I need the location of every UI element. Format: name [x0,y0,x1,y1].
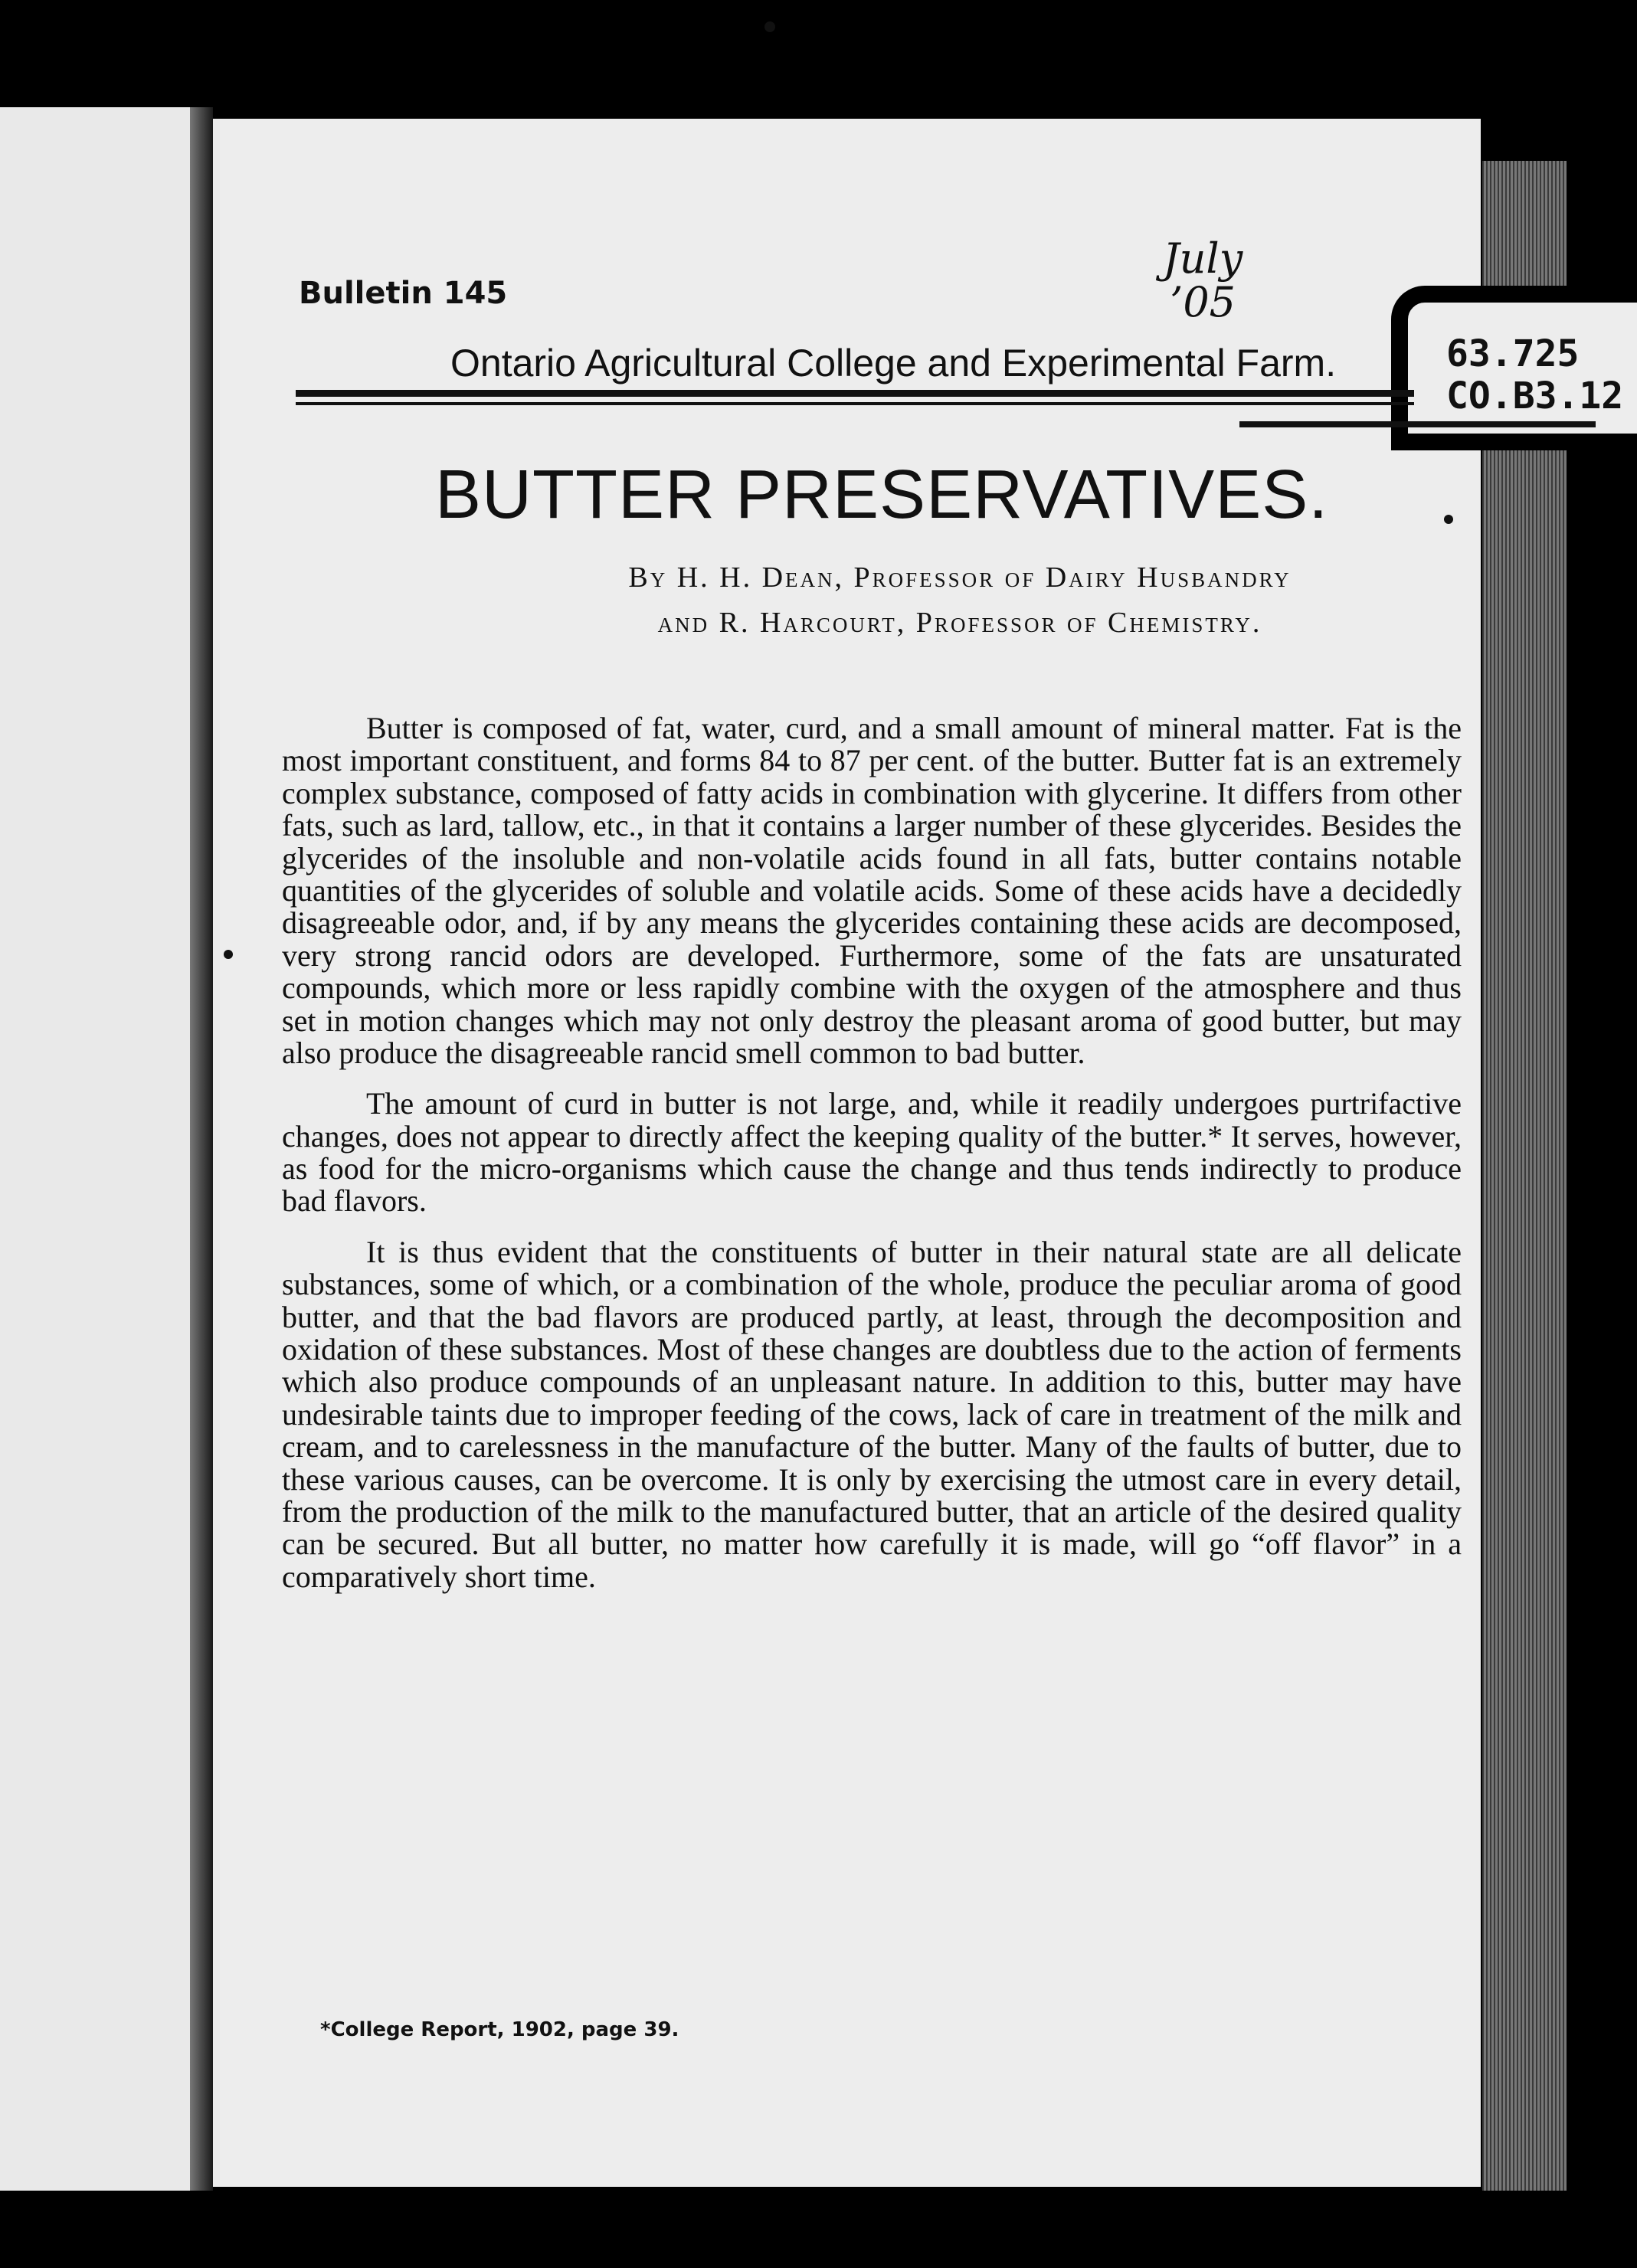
paragraph: Butter is composed of fat, water, curd, and a small amount of mineral matter. Fat is the most important constituent, and forms 84 to 87 per cent. of the butter. Butter fat is an extremely complex substance, composed of fatty acids in combination with glycerine. It differs from other fats, such as lard, tallow, etc., in that it contains a larger number of these glycerides. Besides the glycerides of the insoluble and non-volatile acids found in all fats, butter contains notable quantities of the glycerides of soluble and volatile acids. Some of these acids have a decidedly disagreeable odor, and, if by any means the glycerides containing these acids are decomposed, very strong rancid odors are developed. Furthermore, some of the fats are unsaturated compounds, which more or less rapidly combine with the oxygen of the atmosphere and thus set in motion changes which may not only destroy the pleasant aroma of good butter, but may also produce the disagreeable rancid smell common to bad butter. [282,711,1462,1070]
institution-name: Ontario Agricultural College and Experimental Farm. [450,342,1337,385]
page-edges [1482,161,1567,2191]
gutter-shadow [190,107,213,2191]
article-title: BUTTER PRESERVATIVES. [435,457,1329,533]
handwritten-year: ’05 [1170,277,1236,326]
paragraph: It is thus evident that the constituents of butter in their natural state are all delicate substances, some of which, or a combination of the whole, produce the peculiar aroma of good butter, and that the bad flavors are produced partly, at least, through the decomposition and oxidation of these substances. Most of these changes are doubtless due to the action of ferments which also produce compounds of an unpleasant nature. In addition to this, butter may have undesirable taints due to improper feeding of the cows, lack of care in treatment of the milk and cream, and to carelessness in the manufacture of the butter. Many of the faults of butter, due to these various causes, can be overcome. It is only by exercising the utmost care in every detail, from the production of the milk to the manufactured butter, that an article of the desired quality can be secured. But all butter, no matter how carefully it is made, will go “off flavor” in a comparatively short time. [282,1234,1462,1594]
call-number-line-1: 63.725 [1446,332,1580,375]
header-rule [296,390,1414,397]
article-body [282,712,1462,1612]
header-rule-thin [296,402,1414,405]
header-rule-short [1239,421,1596,427]
byline-line-1: By H. H. Dean, Professor of Dairy Husbandry [628,561,1292,594]
document-page [213,119,1624,2187]
handwritten-month: July [1163,234,1243,283]
byline-line-2: and R. Harcourt, Professor of Chemistry. [657,606,1262,639]
footnote: *College Report, 1902, page 39. [320,2018,679,2041]
byline [443,555,1477,646]
call-number-line-2: CO.B3.12 [1446,375,1624,418]
scan-speck [1444,515,1453,524]
scan-speck [224,950,233,959]
paragraph: The amount of curd in butter is not large, and, while it readily undergoes purtrifactive changes, does not appear to directly affect the keeping quality of the butter.* It serves, however, as food for the micro-organisms which cause the change and thus tends indirectly to produce bad flavors. [282,1086,1462,1219]
bulletin-number: Bulletin 145 [299,276,508,311]
scan-speck [764,21,775,32]
handwritten-date [1163,234,1243,326]
facing-page [0,107,190,2191]
